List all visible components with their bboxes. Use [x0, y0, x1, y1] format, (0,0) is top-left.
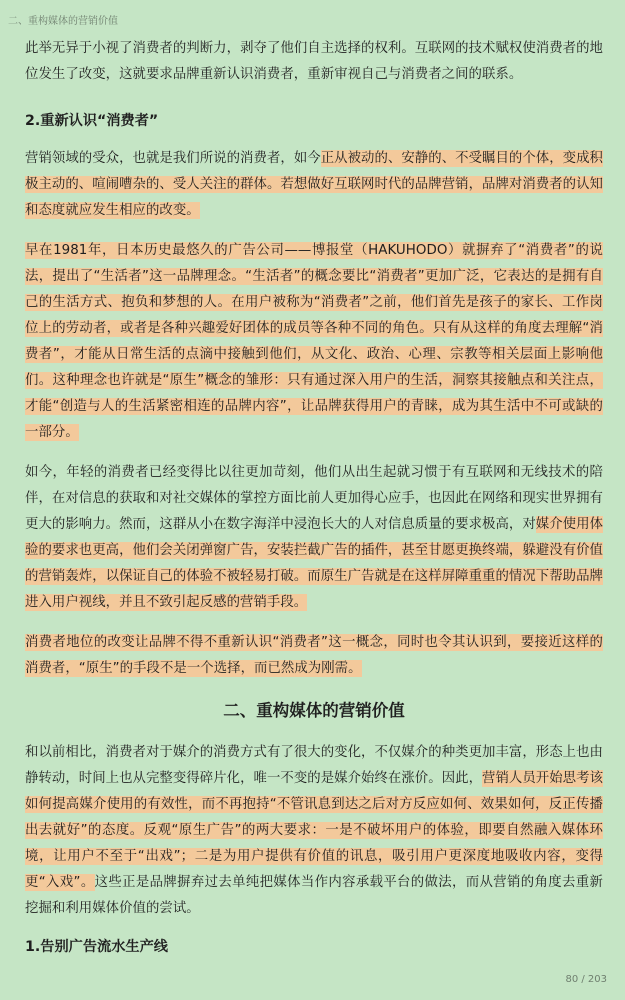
paragraph-6: 和以前相比，消费者对于媒介的消费方式有了很大的变化，不仅媒介的种类更加丰富，形态上也由静转动，时间上也从完整变得碎片化，唯一不变的是媒介始终在涨价。因此，营销人员开始思考该如何提高媒介使用的有效性，而不再抱持“不管讯息到达之后对方反应如何、效果如何，反正传播出去就好”的态度。反观“原生广告”的两大要求：一是不破坏用户的体验，即要自然融入媒体环境，让用户不至于“出戏”；二是为用户提供有价值的讯息，吸引用户更深度地吸收内容，变得更“入戏”。这些正是品牌摒弃过去单纯把媒体当作内容承载平台的做法，而从营销的角度去重新挖掘和利用媒体价值的尝试。	[25, 745, 604, 916]
page-number: 80 / 203	[565, 974, 607, 985]
highlight: 正从被动的、安静的、不受瞩目的个体，变成积极主动的、喧闹嘈杂的、受人关注的群体。若想做好互联网时代的品牌营销，品牌对消费者的认知和态度就应发生相应的改变。	[25, 151, 603, 218]
highlight: 消费者地位的改变让品牌不得不重新认识“消费者”这一概念，同时也令其认识到，要接近这样的消费者，“原生”的手段不是一个选择，而已然成为刚需。	[25, 635, 603, 676]
paragraph-3	[25, 238, 603, 446]
paragraph-1: 此举无异于小视了消费者的判断力，剥夺了他们自主选择的权利。互联网的技术赋权使消费者的地位发生了改变，这就要求品牌重新认识消费者，重新审视自己与消费者之间的联系。	[25, 41, 603, 82]
running-header: 二、重构媒体的营销价值	[8, 16, 118, 27]
paragraph-4: 如今，年轻的消费者已经变得比以往更加苛刻，他们从出生起就习惯于有互联网和无线技术的陪伴，在对信息的获取和对社交媒体的掌控方面比前人更加得心应手，也因此在网络和现实世界拥有更大的影响力。然而，这群从小在数字海洋中浸泡长大的人对信息质量的要求极高，对媒介使用体验的要求也更高，他们会关闭弹窗广告，安装拦截广告的插件，甚至甘愿更换终端，躲避没有价值的营销轰炸，以保证自己的体验不被轻易打破。而原生广告就是在这样屏障重重的情况下帮助品牌进入用户视线，并且不致引起反感的营销手段。	[25, 465, 604, 610]
highlight: 早在1981年，日本历史最悠久的广告公司——博报堂（HAKUHODO）就摒弃了“消费者”的说法，提出了“生活者”这一品牌理念。“生活者”的概念要比“消费者”更加广泛，它表达的是拥有自己的生活方式、抱负和梦想的人。在用户被称为“消费者”之前，他们首先是孩子的家长、工作岗位上的劳动者，或者是各种兴趣爱好团体的成员等各种不同的角色。只有从这样的角度去理解“消费者”，才能从日常生活的点滴中接触到他们，从文化、政治、心理、宗教等相关层面上影响他们。这种理念也许就是“原生”概念的雏形：只有通过深入用户的生活，洞察其接触点和关注点，才能“创造与人的生活紧密相连的品牌内容”，让品牌获得用户的青睐，成为其生活中不可或缺的一部分。	[25, 243, 603, 440]
subheading-rethink-consumers: 2.重新认识“消费者”	[25, 113, 159, 129]
paragraph-5	[25, 630, 603, 682]
highlight: 媒介使用体验的要求也更高，他们会关闭弹窗广告，安装拦截广告的插件，甚至甘愿更换终端，躲避没有价值的营销轰炸，以保证自己的体验不被轻易打破。而原生广告就是在这样屏障重重的情况下帮助品牌进入用户视线，并且不致引起反感的营销手段。	[25, 517, 604, 610]
section-title: 二、重构媒体的营销价值	[223, 701, 405, 720]
subheading-farewell-assembly-line: 1.告别广告流水生产线	[25, 939, 168, 955]
highlight: 营销人员开始思考该如何提高媒介使用的有效性，而不再抱持“不管讯息到达之后对方反应如何、效果如何，反正传播出去就好”的态度。反观“原生广告”的两大要求：一是不破坏用户的体验，即要自然融入媒体环境，让用户不至于“出戏”；二是为用户提供有价值的讯息，吸引用户更深度地吸收内容，变得更“入戏”。	[25, 771, 604, 890]
paragraph-2: 营销领域的受众，也就是我们所说的消费者，如今正从被动的、安静的、不受瞩目的个体，变成积极主动的、喧闹嘈杂的、受人关注的群体。若想做好互联网时代的品牌营销，品牌对消费者的认知和态度就应发生相应的改变。	[25, 151, 603, 218]
document-body	[25, 36, 603, 960]
